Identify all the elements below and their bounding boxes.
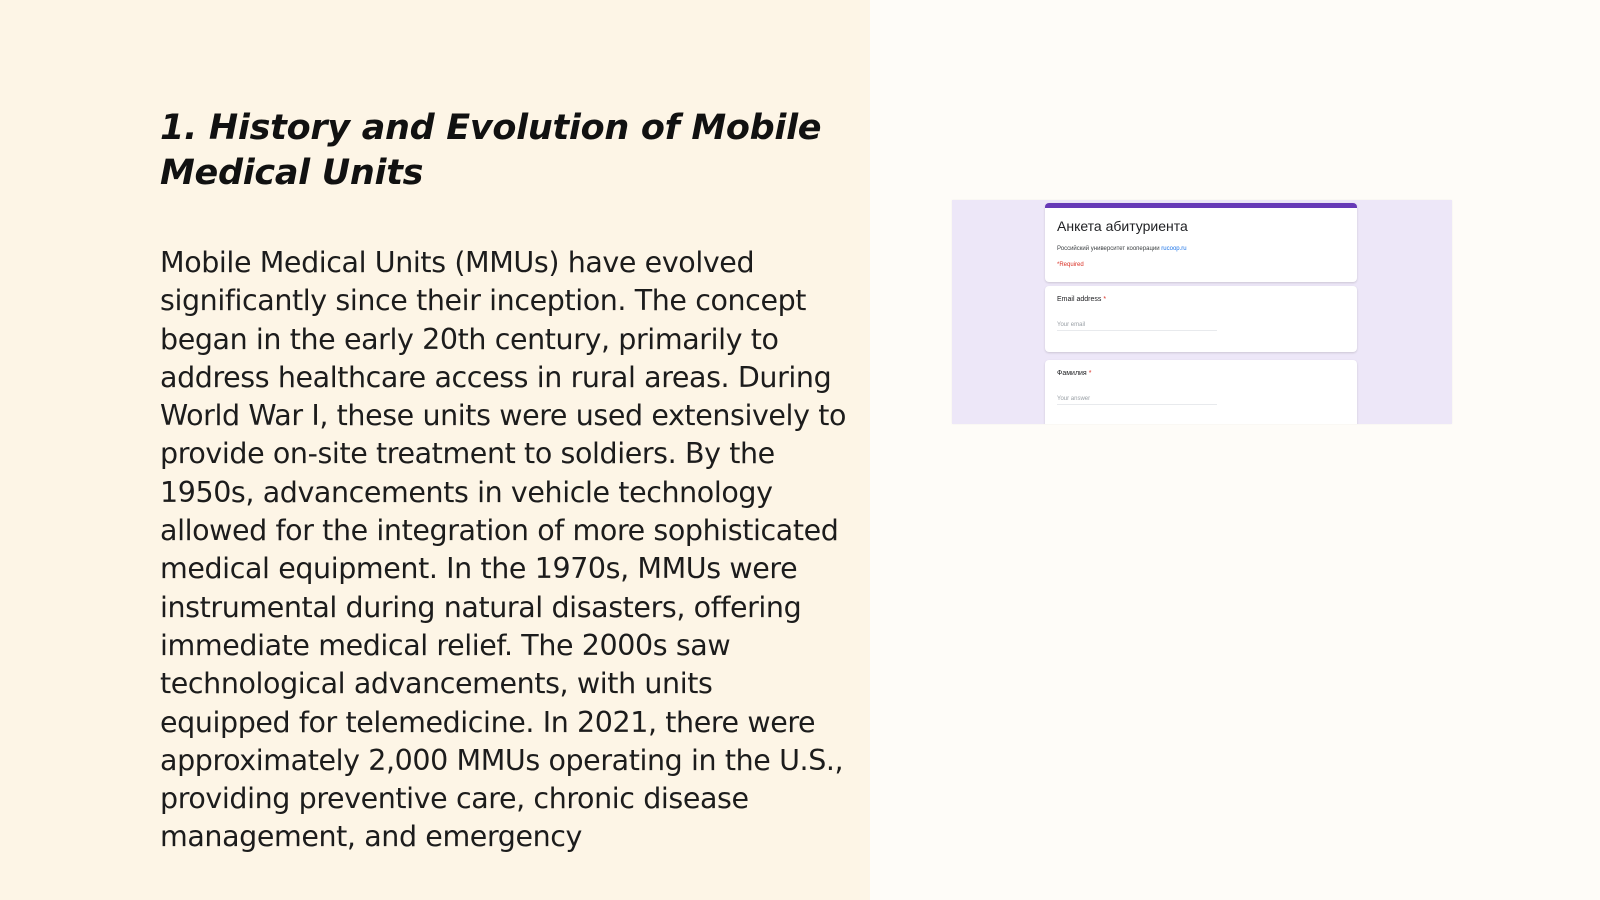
- required-asterisk: *: [1088, 370, 1092, 377]
- question-input-placeholder: Your email: [1057, 322, 1217, 331]
- form-description: [1057, 246, 1187, 252]
- form-question-email: [1045, 286, 1357, 352]
- form-required-note: *Required: [1057, 262, 1084, 268]
- form-screenshot-image: [952, 200, 1452, 424]
- form-description-link: rucoop.ru: [1161, 246, 1187, 252]
- question-label: [1057, 296, 1106, 303]
- form-header-card: [1045, 203, 1357, 282]
- required-asterisk: *: [1103, 296, 1107, 303]
- slide-body-text: Mobile Medical Units (MMUs) have evolved significantly since their inception. The concept began in the early 20th century, primarily to address healthcare access in rural areas. During World War I, these units were used extensively to provide on-site treatment to soldiers. By the 1950s, advancements in vehicle technology allowed for the integration of more sophisticated medical equipment. In the 1970s, MMUs were instrumental during natural disasters, offering immediate medical relief. The 2000s saw technological advancements, with units equipped for telemedicine. In 2021, there were approximately 2,000 MMUs operating in the U.S., providing preventive care, chronic disease management, and emergency: [160, 246, 847, 854]
- form-question-surname: [1045, 360, 1357, 424]
- question-label-text: Фамилия: [1057, 370, 1087, 377]
- form-description-text: Российский университет кооперации: [1057, 246, 1160, 252]
- question-input-placeholder: Your answer: [1057, 396, 1217, 405]
- question-label: [1057, 370, 1091, 377]
- form-title: Анкета абитуриента: [1057, 218, 1188, 234]
- slide-image-panel: [870, 0, 1600, 900]
- question-label-text: Email address: [1057, 296, 1102, 303]
- slide-title: 1. History and Evolution of Mobile Medical Units: [160, 108, 822, 193]
